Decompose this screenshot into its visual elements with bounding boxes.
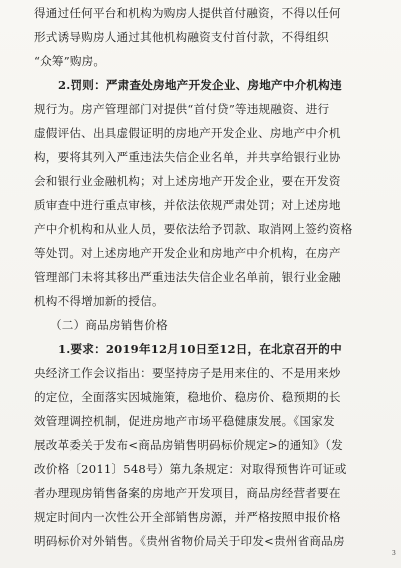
text-line: 机构不得增加新的授信。 (34, 294, 164, 308)
text-line: 规定时间内一次性公开全部销售房源，并严格按照申报价格 (34, 510, 341, 524)
text-line: 规行为。房产管理部门对提供“首付贷”等违规融资、进行 (34, 102, 330, 116)
text-line: 质审查中进行重点审核，并依法依规严肃处罚；对上述房地 (34, 198, 341, 212)
text-line: 明码标价对外销售。《贵州省物价局关于印发<贵州省商品房 (34, 534, 345, 548)
page-number: 3 (392, 550, 396, 557)
text-line: 得通过任何平台和机构为购房人提供首付融资，不得以任何 (34, 6, 341, 20)
section-heading-sales-price: （二）商品房销售价格 (50, 318, 168, 332)
text-line: 构，要将其列入严重违法失信企业名单，并共享给银行业协 (34, 150, 341, 164)
text-line: “众筹”购房。 (34, 54, 106, 68)
text-line: 管理部门未将其移出严重违法失信企业名单前，银行业金融 (34, 270, 341, 284)
section-heading-requirement: 1.要求：2019年12月10日至12日，在北京召开的中 (58, 342, 342, 356)
text-line: 虚假评估、出具虚假证明的房地产开发企业、房地产中介机 (34, 126, 341, 140)
text-line: 产中介机构和从业人员，要依法给予罚款、取消网上签约资格 (34, 222, 353, 236)
text-line: 形式诱导购房人通过其他机构融资支付首付款，不得组织 (34, 30, 329, 44)
text-line: 央经济工作会议指出：要坚持房子是用来住的、不是用来炒 (34, 366, 341, 380)
text-line: 的定位，全面落实因城施策，稳地价、稳房价、稳预期的长 (34, 390, 341, 404)
text-line: 者办理现房销售备案的房地产开发项目，商品房经营者要在 (34, 486, 341, 500)
text-line: 改价格〔2011〕548号）第九条规定：对取得预售许可证或 (34, 462, 347, 476)
text-line: 会和银行业金融机构；对上述房地产开发企业，要在开发资 (34, 174, 341, 188)
text-line: 展改革委关于发布<商品房销售明码标价规定>的通知》（发 (34, 438, 343, 452)
section-heading-penalty: 2.罚则：严肃查处房地产开发企业、房地产中介机构违 (58, 78, 342, 92)
text-line: 效管理调控机制，促进房地产市场平稳健康发展。《国家发 (34, 414, 335, 428)
text-line: 等处罚。对上述房地产开发企业和房地产中介机构，在房产 (34, 246, 341, 260)
